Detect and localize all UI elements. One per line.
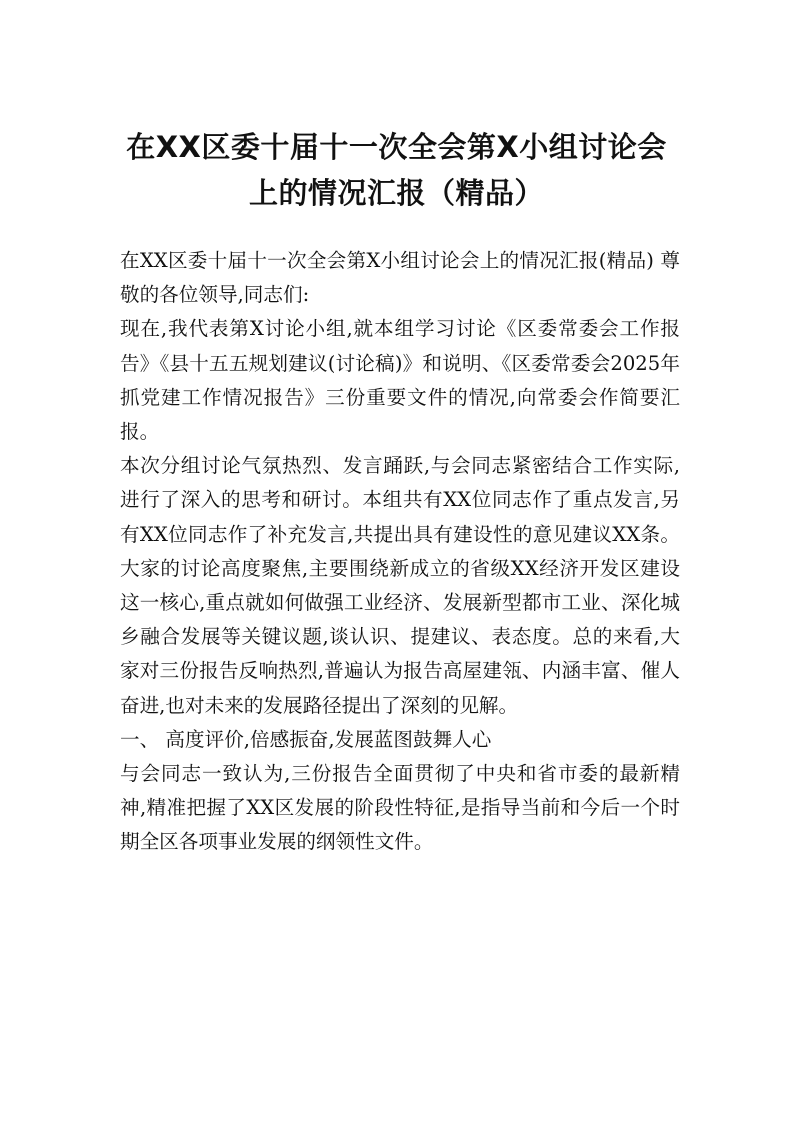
paragraph-section-1: 与会同志一致认为,三份报告全面贯彻了中央和省市委的最新精神,精准把握了XX区发展的阶段性特征,是指导当前和今后一个时期全区各项事业发展的纲领性文件。	[120, 762, 680, 854]
paragraph-introduction: 现在,我代表第X讨论小组,就本组学习讨论《区委常委会工作报告》《县十五五规划建议(讨论稿)》和说明、《区委常委会2025年抓党建工作情况报告》三份重要文件的情况,向常委会作简要汇报。	[120, 317, 680, 444]
paragraph-discussion-summary: 本次分组讨论气氛热烈、发言踊跃,与会同志紧密结合工作实际,进行了深入的思考和研讨。本组共有XX位同志作了重点发言,另有XX位同志作了补充发言,共提出具有建设性的意见建议XX条。大家的讨论高度聚焦,主要围绕新成立的省级XX经济开发区建设这一核心,重点就如何做强工业经济、发展新型都市工业、深化城乡融合发展等关键议题,谈认识、提建议、表态度。总的来看,大家对三份报告反响热烈,普遍认为报告高屋建瓴、内涵丰富、催人奋进,也对未来的发展路径提出了深刻的见解。	[120, 454, 680, 717]
paragraph-opening: 在XX区委十届十一次全会第X小组讨论会上的情况汇报(精品) 尊敬的各位领导,同志们:	[120, 249, 680, 307]
section-heading-1: 一、 高度评价,倍感振奋,发展蓝图鼓舞人心	[120, 727, 492, 751]
document-title-line-1: 在XX区委十届十一次全会第X小组讨论会	[126, 130, 667, 164]
document-title-line-2: 上的情况汇报（精品）	[248, 176, 544, 210]
document-body	[120, 244, 680, 860]
